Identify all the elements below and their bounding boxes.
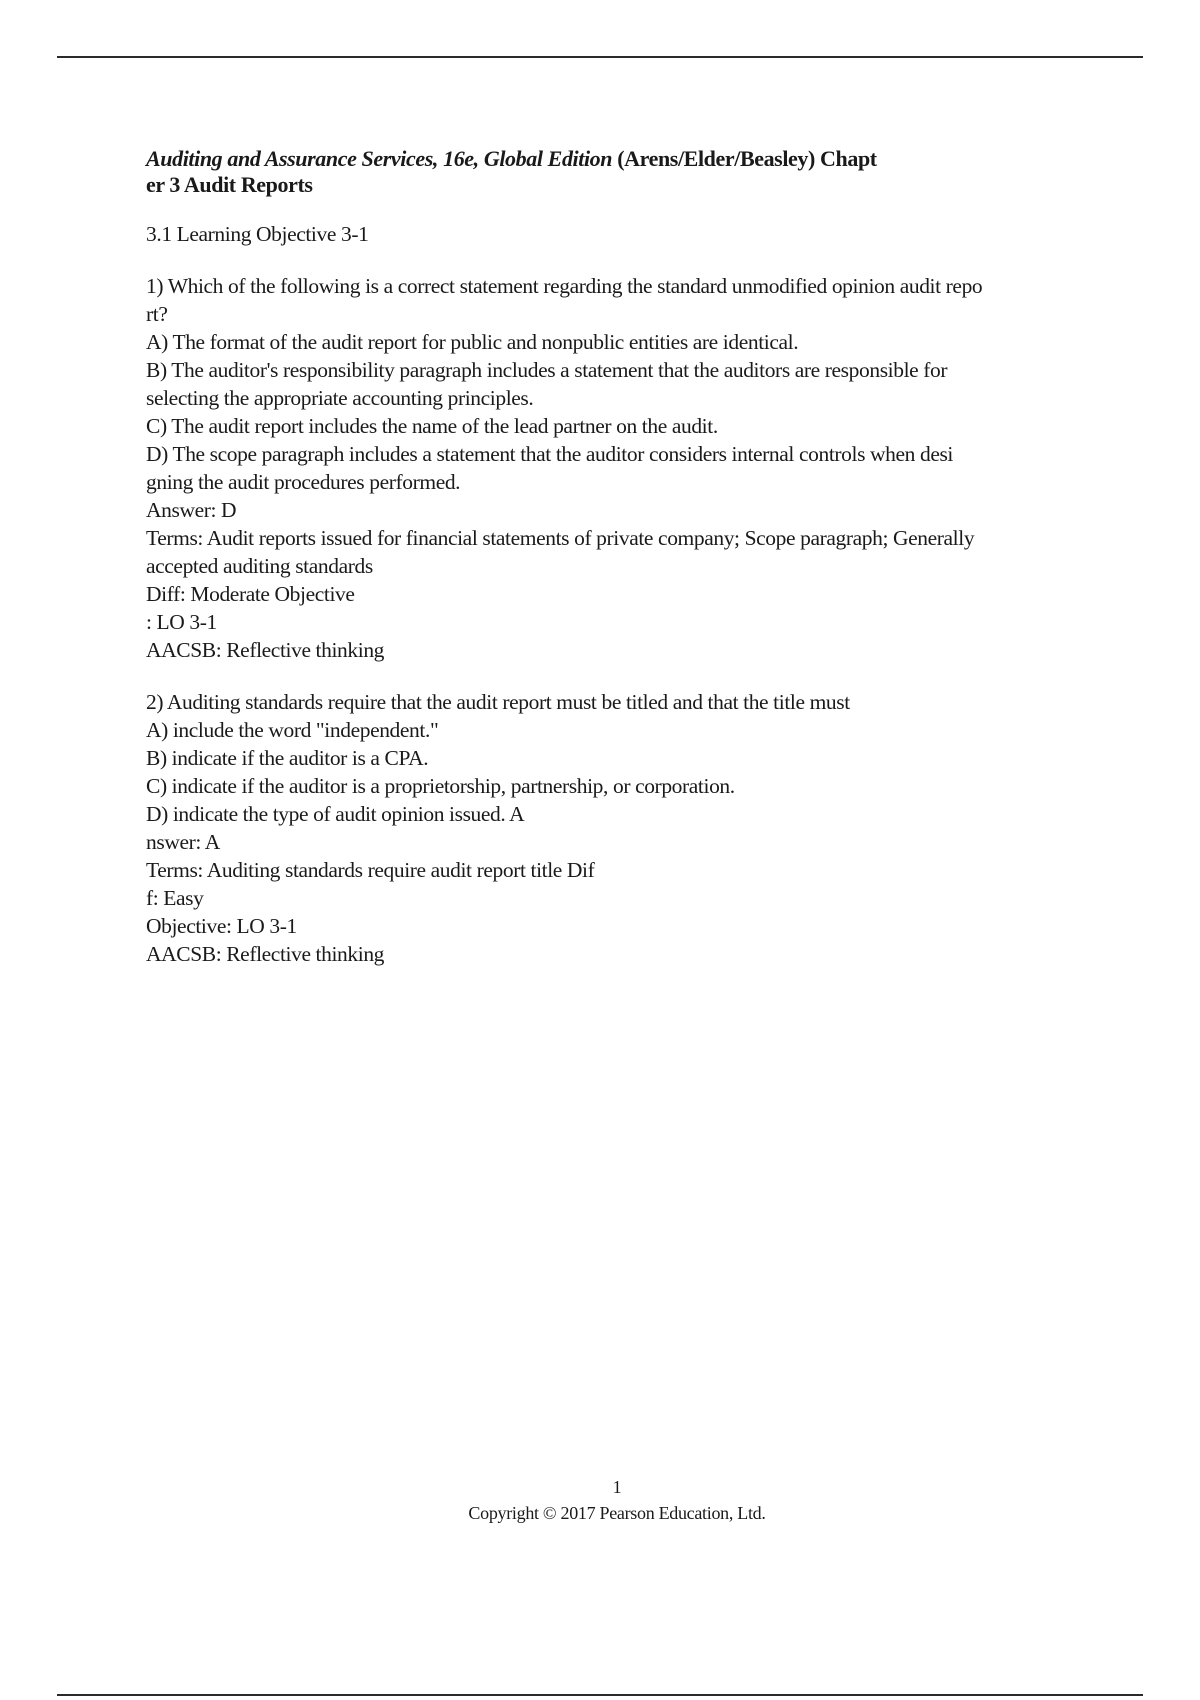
document-body: [146, 146, 1086, 992]
option-b: B) indicate if the auditor is a CPA.: [146, 746, 429, 770]
book-title: Auditing and Assurance Services, 16e, Global Edition: [146, 146, 613, 171]
aacsb-line: AACSB: Reflective thinking: [146, 638, 385, 662]
top-rule: [57, 56, 1143, 58]
option-d: D) indicate the type of audit opinion issued. A: [146, 802, 525, 826]
terms-line-cont: accepted auditing standards: [146, 554, 373, 578]
question-1: [146, 272, 1086, 664]
title-line-2: er 3 Audit Reports: [146, 172, 313, 197]
section-heading: 3.1 Learning Objective 3-1: [146, 222, 369, 246]
title-line-1: [146, 146, 1086, 172]
option-d: D) The scope paragraph includes a statement that the auditor considers internal controls when desi: [146, 442, 953, 466]
document-title: [146, 146, 1086, 198]
bottom-rule: [57, 1694, 1143, 1696]
question-2: [146, 688, 1086, 968]
title-authors-chapter: (Arens/Elder/Beasley) Chapt: [612, 146, 877, 171]
option-b-cont: selecting the appropriate accounting principles.: [146, 386, 534, 410]
question-line: 2) Auditing standards require that the audit report must be titled and that the title must: [146, 690, 850, 714]
difficulty-line: f: Easy: [146, 886, 204, 910]
question-line: 1) Which of the following is a correct statement regarding the standard unmodified opinion audit repo: [146, 274, 983, 298]
objective-line: Objective: LO 3-1: [146, 914, 297, 938]
copyright-notice: Copyright © 2017 Pearson Education, Ltd.: [468, 1503, 766, 1523]
page-number: 1: [612, 1477, 622, 1497]
answer-line: Answer: D: [146, 498, 237, 522]
option-b: B) The auditor's responsibility paragraph includes a statement that the auditors are responsible for: [146, 358, 948, 382]
option-a: A) include the word "independent.": [146, 718, 439, 742]
option-d-cont: gning the audit procedures performed.: [146, 470, 461, 494]
question-line: rt?: [146, 302, 168, 326]
answer-line: nswer: A: [146, 830, 220, 854]
difficulty-line: Diff: Moderate Objective: [146, 582, 355, 606]
option-c: C) indicate if the auditor is a proprietorship, partnership, or corporation.: [146, 774, 735, 798]
page-footer: [0, 1474, 1200, 1526]
objective-line: : LO 3-1: [146, 610, 217, 634]
terms-line: Terms: Auditing standards require audit report title Dif: [146, 858, 595, 882]
aacsb-line: AACSB: Reflective thinking: [146, 942, 385, 966]
option-c: C) The audit report includes the name of the lead partner on the audit.: [146, 414, 718, 438]
option-a: A) The format of the audit report for public and nonpublic entities are identical.: [146, 330, 799, 354]
terms-line: Terms: Audit reports issued for financial statements of private company; Scope paragraph; Generally: [146, 526, 975, 550]
